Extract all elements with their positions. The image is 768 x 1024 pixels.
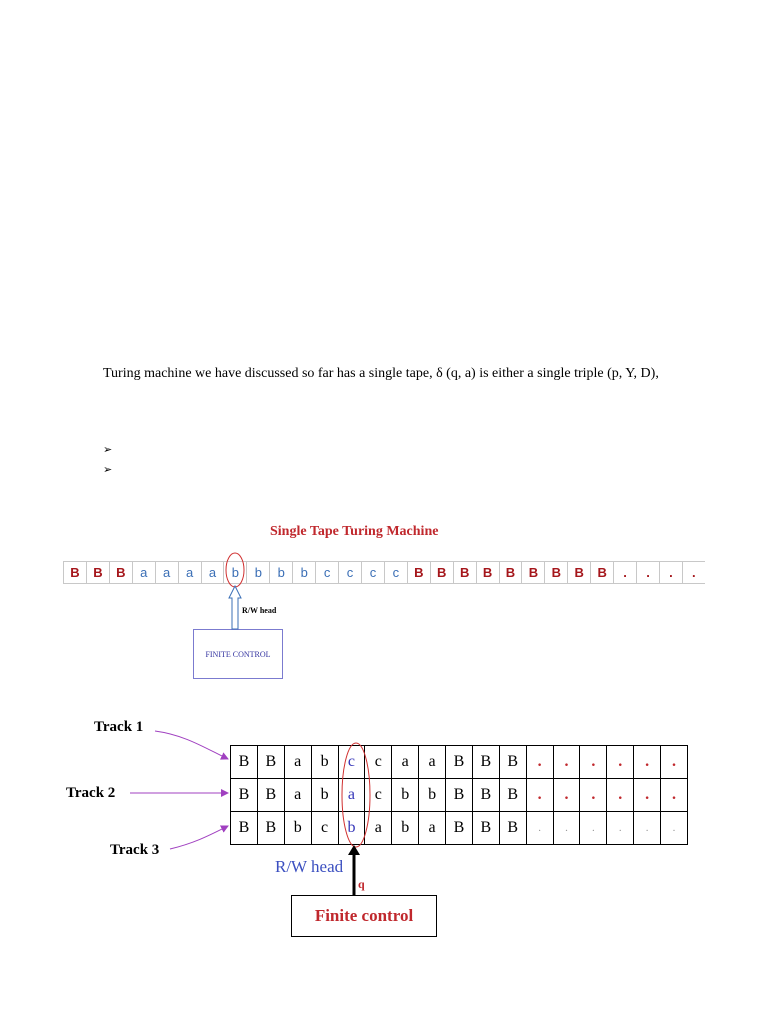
track-cell: B [446, 746, 473, 779]
track-cell: B [257, 779, 284, 812]
tape-cell: B [567, 562, 590, 583]
track-cell: B [231, 812, 258, 845]
tape-cell: . [659, 562, 682, 583]
track-cell: . [580, 812, 607, 845]
track-cell: c [365, 746, 392, 779]
track-cell: a [419, 746, 446, 779]
track-cell: . [580, 779, 607, 812]
track-cell: b [338, 812, 365, 845]
figure-title: Single Tape Turing Machine [270, 524, 439, 539]
track-cell: c [311, 812, 338, 845]
track-cell: B [257, 812, 284, 845]
track-cell: a [284, 779, 311, 812]
tape-cell: . [613, 562, 636, 583]
head-highlight-2 [342, 743, 370, 847]
track-cell: . [634, 812, 661, 845]
tape-cell: c [315, 562, 338, 583]
bullet-marker-2: ➢ [103, 464, 113, 476]
tape-cell: b [223, 562, 246, 583]
track-cell: b [311, 779, 338, 812]
head-highlight-1 [226, 553, 244, 587]
track-1-label: Track 1 [94, 719, 144, 735]
tape-cell: B [590, 562, 613, 583]
track-2-label: Track 2 [66, 785, 116, 801]
track-cell: b [311, 746, 338, 779]
rw-head-label-2: R/W head [275, 857, 344, 876]
track-3-label: Track 3 [110, 842, 160, 858]
track-cell: . [607, 746, 634, 779]
tape-cell: . [636, 562, 659, 583]
track-cell: a [284, 746, 311, 779]
tape-cell: a [201, 562, 224, 583]
track-cell: . [661, 812, 688, 845]
bullet-marker-1: ➢ [103, 444, 113, 456]
track-cell: . [526, 812, 553, 845]
track-cell: . [661, 746, 688, 779]
track-cell: B [499, 746, 526, 779]
head-arrow-1 [229, 586, 241, 629]
track-3-arrow [170, 826, 228, 849]
tape-cell: c [338, 562, 361, 583]
track-cell: b [392, 812, 419, 845]
state-label: q [358, 877, 365, 891]
track-cell: a [392, 746, 419, 779]
track-cell: . [553, 812, 580, 845]
track-cell: a [338, 779, 365, 812]
track-cell: c [338, 746, 365, 779]
track-cell: B [231, 746, 258, 779]
tape-cell: B [86, 562, 109, 583]
tape-cell: B [109, 562, 132, 583]
track-cell: . [553, 779, 580, 812]
tape-cell: B [476, 562, 499, 583]
track-cell: B [472, 746, 499, 779]
tape-cell: c [384, 562, 407, 583]
track-cell: b [392, 779, 419, 812]
tape-cell: B [430, 562, 453, 583]
track-cell: c [365, 779, 392, 812]
tape-cell: b [246, 562, 269, 583]
track-cell: B [257, 746, 284, 779]
tape-cell: B [63, 562, 86, 583]
track-cell: B [499, 779, 526, 812]
track-cell: . [526, 779, 553, 812]
tape-cell: B [407, 562, 430, 583]
tape-cell: a [178, 562, 201, 583]
tape-cell: B [499, 562, 522, 583]
track-cell: . [553, 746, 580, 779]
finite-control-box-2: Finite control [291, 895, 437, 937]
tape-cell: B [453, 562, 476, 583]
track-cell: . [634, 779, 661, 812]
track-cell: B [446, 812, 473, 845]
track-cell: . [661, 779, 688, 812]
track-cell: b [284, 812, 311, 845]
tape-cell: . [682, 562, 705, 583]
rw-head-label: R/W head [242, 606, 277, 615]
tape-cell: c [361, 562, 384, 583]
track-cell: . [607, 779, 634, 812]
track-cell: B [472, 812, 499, 845]
track-cell: . [580, 746, 607, 779]
tape-cell: b [269, 562, 292, 583]
track-cell: B [231, 779, 258, 812]
tape-cell: a [132, 562, 155, 583]
track-cell: . [607, 812, 634, 845]
track-cell: B [472, 779, 499, 812]
tape-cell: B [544, 562, 567, 583]
tape-cell: b [292, 562, 315, 583]
track-cell: a [365, 812, 392, 845]
track-cell: a [419, 812, 446, 845]
finite-control-box: FINITE CONTROL [193, 629, 283, 679]
track-cell: b [419, 779, 446, 812]
track-cell: . [634, 746, 661, 779]
paragraph-text: Turing machine we have discussed so far has a single tape, δ (q, a) is either a single triple (p, Y, D), [103, 366, 659, 381]
tape-cell: a [155, 562, 178, 583]
track-cell: . [526, 746, 553, 779]
track-cell: B [499, 812, 526, 845]
track-cell: B [446, 779, 473, 812]
tape-cell: B [521, 562, 544, 583]
track-1-arrow [155, 731, 228, 759]
